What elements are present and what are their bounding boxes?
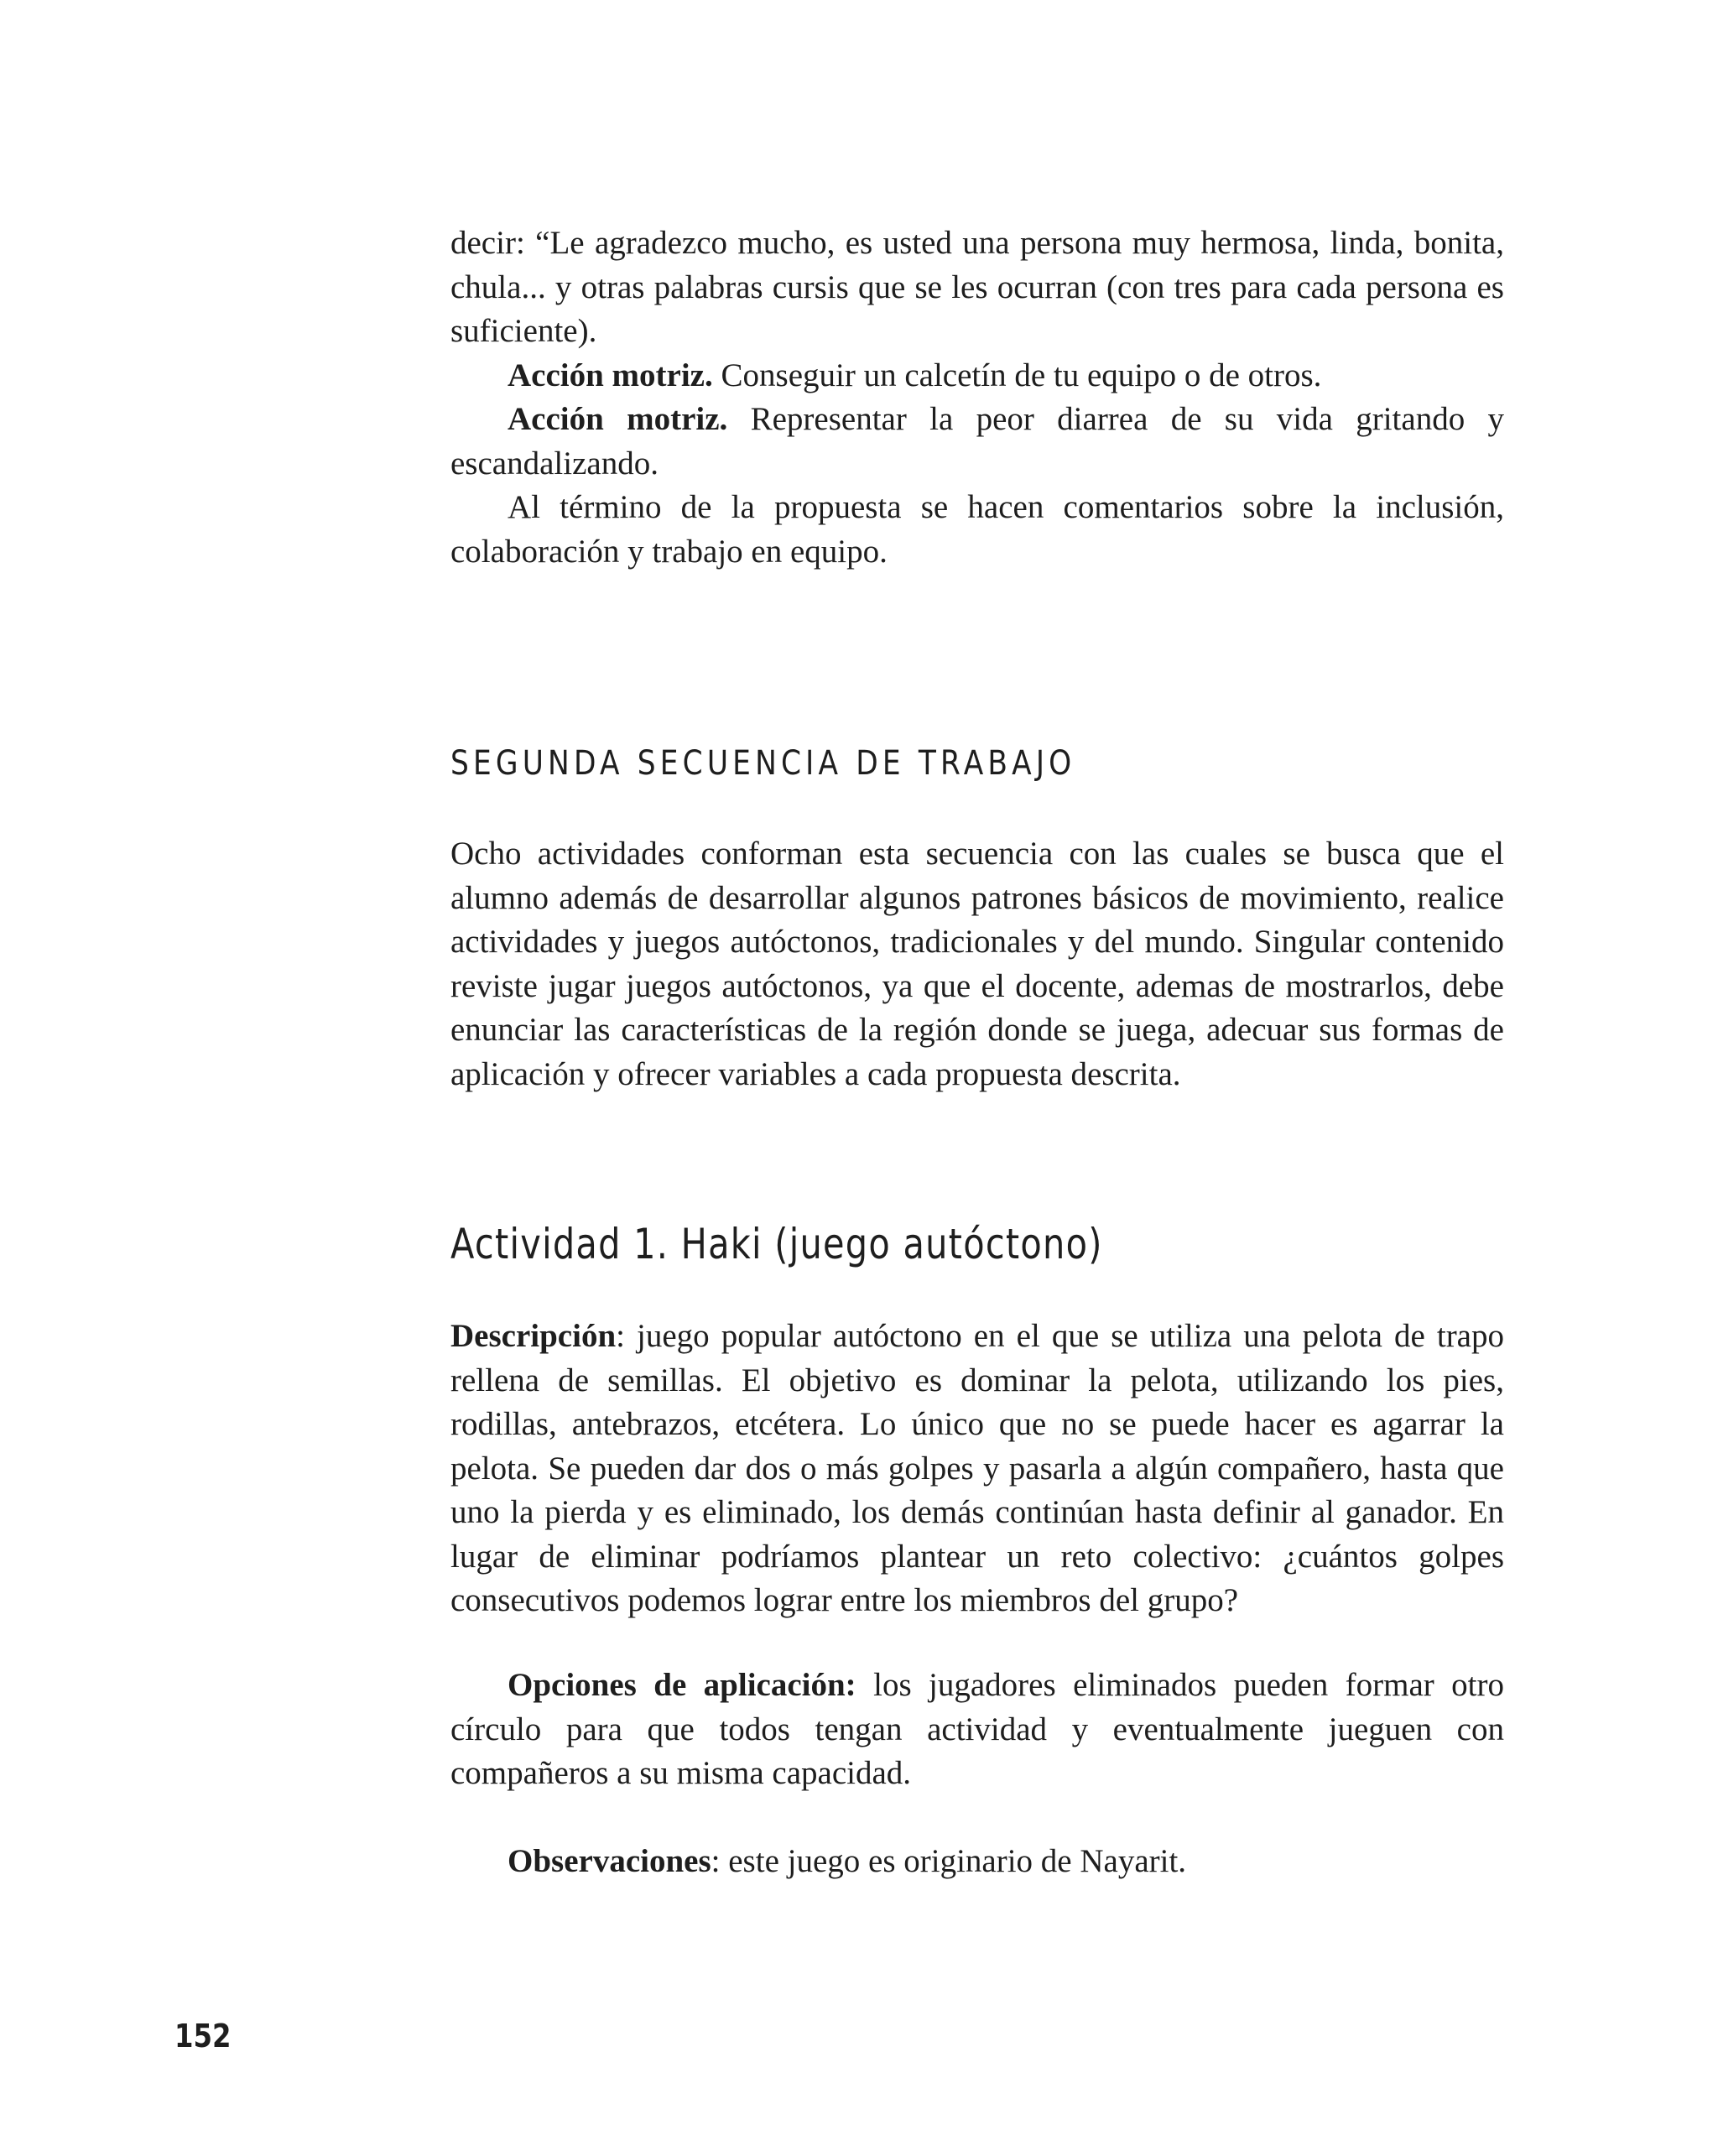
- closing-paragraph: Al término de la propuesta se hacen comentarios sobre la inclusión, colaboración y trabajo en equipo.: [450, 489, 1504, 570]
- opciones-label: Opciones de aplicación:: [508, 1667, 856, 1703]
- page-number: 152: [174, 2018, 232, 2054]
- activity-header: [450, 1217, 1504, 1271]
- descripcion-label: Descripción: [450, 1318, 617, 1354]
- intro-paragraph: decir: “Le agradezco mucho, es usted una persona muy hermosa, linda, bonita, chula... y otras palabras cursis que se les ocurran (con tres para cada persona es suficiente).: [450, 225, 1504, 349]
- observaciones-label: Observaciones: [508, 1843, 711, 1879]
- descripcion-paragraph: [450, 1315, 1504, 1623]
- accion-motriz-2-text: Representar la peor diarrea de su vida gritando y escandalizando.: [450, 401, 1504, 482]
- activity-observaciones: [450, 1840, 1504, 1884]
- activity-title: Actividad 1. Haki (juego autóctono): [450, 1220, 1103, 1268]
- observaciones-text: : este juego es originario de Nayarit.: [711, 1843, 1187, 1879]
- descripcion-text: : juego popular autóctono en el que se utiliza una pelota de trapo rellena de semillas. El objetivo es dominar la pelota, utilizando los pies, rodillas, antebrazos, etcétera. Lo único que no se puede hacer es agarrar la pelota. Se pueden dar dos o más golpes y pasarla a algún compañero, hasta que uno la pierda y es eliminado, los demás continúan hasta definir al ganador. En lugar de eliminar podríamos plantear un reto colectivo: ¿cuántos golpes consecutivos podemos lograr entre los miembros del grupo?: [450, 1318, 1504, 1618]
- activity-opciones: [450, 1664, 1504, 1796]
- accion-motriz-2-label: Acción motriz.: [508, 401, 728, 437]
- accion-motriz-2: [450, 398, 1504, 486]
- section-paragraph: Ocho actividades conforman esta secuencia con las cuales se busca que el alumno además de desarrollar algunos patrones básicos de movimiento, realice actividades y juegos autóctonos, tradicionales y del mundo. Singular contenido reviste jugar juegos autóctonos, ya que el docente, ademas de mostrarlos, debe enunciar las características de la región donde se juega, adecuar sus formas de aplicación y ofrecer variables a cada propuesta descrita.: [450, 836, 1504, 1092]
- accion-motriz-1: [450, 354, 1504, 398]
- activity-description: [450, 1315, 1504, 1623]
- accion-motriz-1-text: Conseguir un calcetín de tu equipo o de otros.: [712, 357, 1322, 393]
- opciones-paragraph: [450, 1664, 1504, 1796]
- opciones-text: los jugadores eliminados pueden formar otro círculo para que todos tengan actividad y eventualmente jueguen con compañeros a su misma capacidad.: [450, 1667, 1505, 1791]
- section-body: [450, 832, 1504, 1096]
- accion-motriz-1-label: Acción motriz.: [508, 357, 713, 393]
- section-title: SEGUNDA SECUENCIA DE TRABAJO: [450, 744, 1076, 783]
- intro-block: [450, 221, 1504, 574]
- section-header: [450, 738, 1504, 789]
- observaciones-paragraph: [450, 1840, 1504, 1884]
